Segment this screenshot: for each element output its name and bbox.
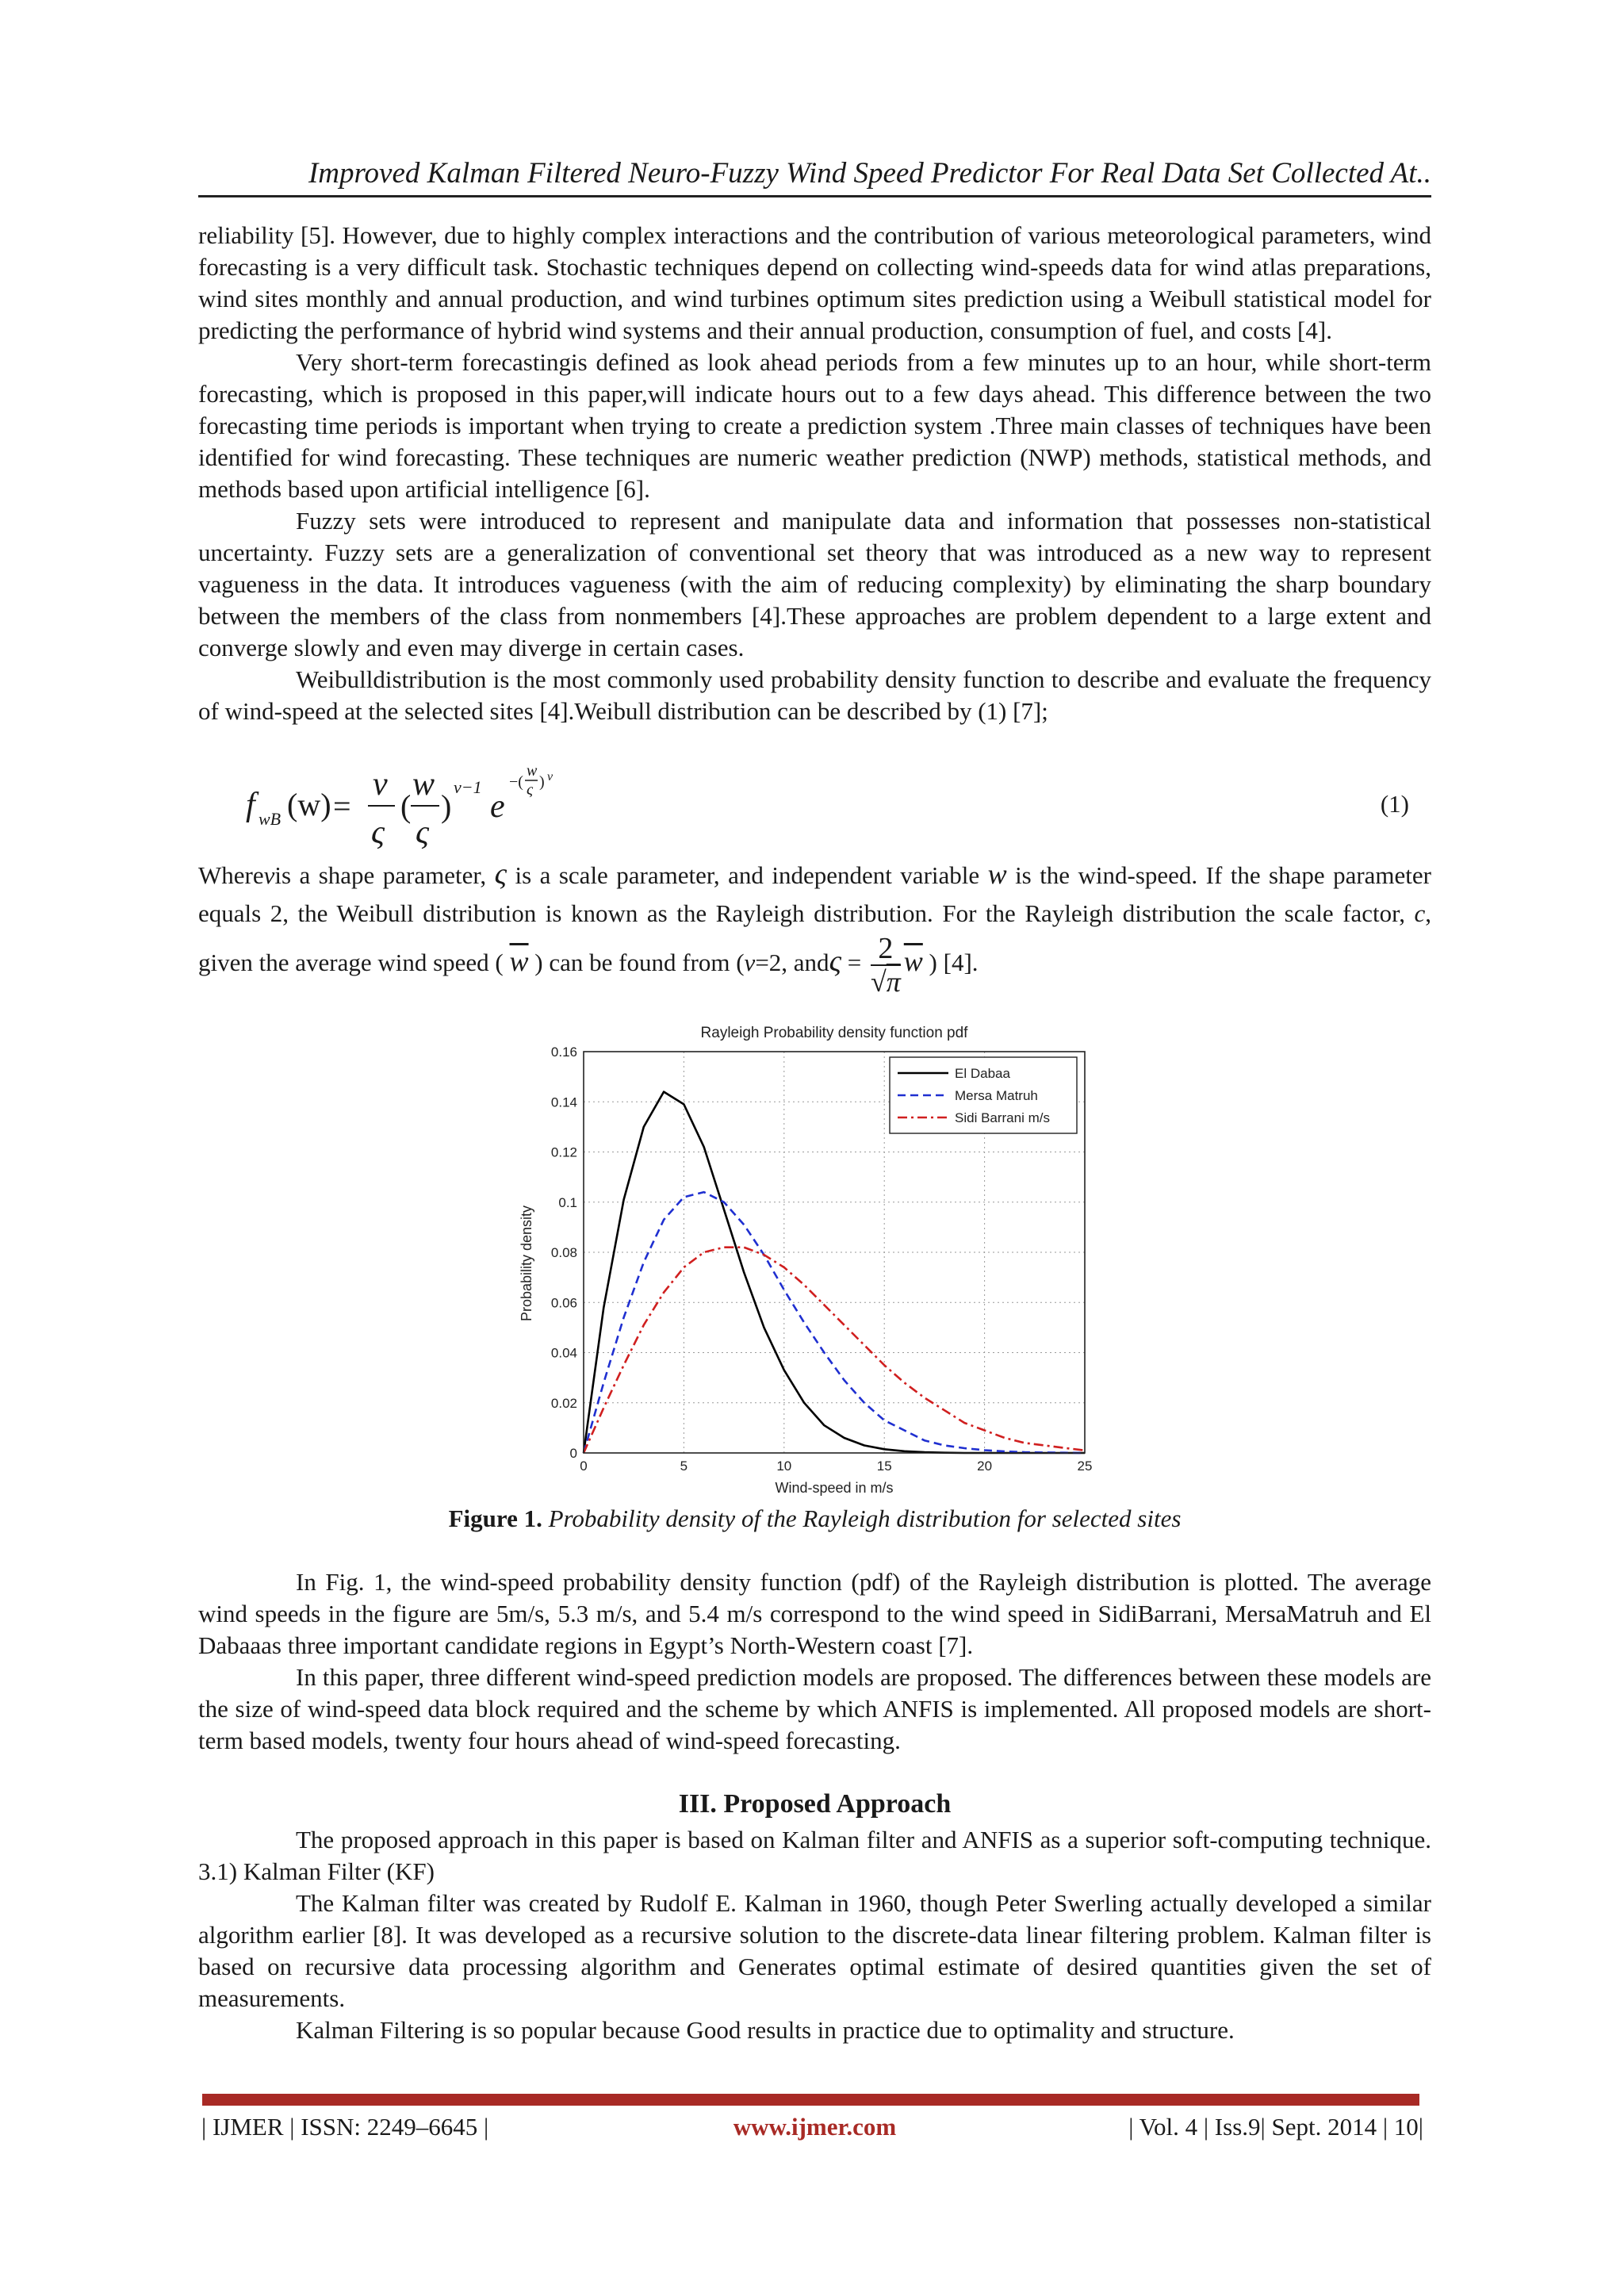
intro-body — [198, 220, 1431, 727]
y-tick-label: 0.06 — [550, 1295, 577, 1311]
eq-w-numer: w — [412, 766, 435, 803]
paragraph-reliability: reliability [5]. However, due to highly complex interactions and the contribution of various meteorological parameters, wind forecasting is a very difficult task. Stochastic techniques depend on collecting wind-speeds data for wind atlas preparations, wind sites monthly and annual production, and wind turbines optimum sites prediction using a Weibull statistical model for predicting the performance of hybrid wind systems and their annual production, consumption of fuel, and costs [4]. — [198, 221, 1431, 344]
p5-c: c — [1414, 899, 1426, 927]
x-tick-label: 5 — [680, 1458, 688, 1474]
p5-text-1: Where — [198, 861, 264, 889]
p5-two: 2 — [871, 933, 901, 966]
rayleigh-chart — [508, 1019, 1110, 1499]
p5-text-3: is a scale parameter, and independent variable — [507, 861, 988, 889]
y-tick-label: 0.04 — [550, 1345, 577, 1361]
eq-exp-minus: −( — [509, 773, 523, 791]
caption-label: Figure 1. — [448, 1504, 542, 1532]
footer-link[interactable]: www.ijmer.com — [733, 2113, 897, 2141]
paragraph-weibull: Weibulldistribution is the most commonly used probability density function to describe and evaluate the frequency of wind-speed at the selected sites [4].Weibull distribution can be described by (1) [7]; — [198, 665, 1431, 725]
eq-f: f — [246, 787, 255, 823]
legend-label: Mersa Matruh — [955, 1088, 1038, 1103]
p5-zeta2: ς — [829, 945, 841, 979]
paragraph-fuzzy-sets: Fuzzy sets were introduced to represent and manipulate data and information that possesses non-statistical uncertainty. Fuzzy sets are a generalization of conventional set theory that was introduced as a new way to represent vagueness in the data. It introduces vagueness (with the aim of reducing complexity) by eliminating the sharp boundary between the members of the class from nonmembers [4].These approaches are problem dependent to a large extent and converge slowly and even may diverge in certain cases. — [198, 507, 1431, 661]
p5-pi: π — [886, 966, 901, 998]
footer-bar — [202, 2094, 1419, 2106]
series-line-el-dabaa — [584, 1092, 1085, 1453]
x-axis-label: Wind-speed in m/s — [775, 1480, 894, 1496]
x-tick-label: 10 — [776, 1458, 792, 1474]
p5-v2: v — [744, 949, 756, 977]
footer-volume: | Vol. 4 | Iss.9| Sept. 2014 | 10| — [1128, 2113, 1423, 2141]
eq-e: e — [490, 788, 505, 825]
paragraph-short-term: Very short-term forecastingis defined as look ahead periods from a few minutes up to an hour, while short-term forecasting, which is proposed in this paper,will indicate hours out to a few days ahead. This difference between the two forecasting time periods is important when trying to create a prediction system .Three main classes of techniques have been identified for wind forecasting. These techniques are numeric weather prediction (NWP) methods, statistical methods, and methods based upon artificial intelligence [6]. — [198, 348, 1431, 503]
eq-exp-zeta: ς — [527, 781, 534, 799]
p5-w: w — [987, 858, 1007, 890]
eq-exp-v: v — [547, 770, 553, 784]
eq-exp-rparen: ) — [539, 773, 545, 791]
section-heading: III. Proposed Approach — [678, 1789, 952, 1819]
y-tick-label: 0.08 — [550, 1245, 577, 1260]
eq-arg: (w) — [287, 787, 331, 822]
x-tick-label: 25 — [1077, 1458, 1093, 1474]
eq-equals: = — [333, 788, 351, 824]
x-tick-label: 20 — [977, 1458, 993, 1474]
p5-text-2: is a shape parameter, — [274, 861, 495, 889]
p5-wbar2: $\overline{w}$ — [903, 945, 923, 978]
equation-graphic — [198, 752, 801, 855]
footer-journal: | IJMER | ISSN: 2249–6645 | — [201, 2113, 489, 2141]
p5-v: v — [263, 861, 275, 889]
eq-v-numer: v — [373, 766, 388, 803]
chart-legend — [890, 1057, 1077, 1133]
p5-zeta: ς — [494, 857, 508, 891]
approach-body — [198, 1824, 1431, 2046]
p5-text-7: =2, and — [755, 949, 829, 977]
results-body — [198, 1566, 1431, 1757]
chart-series — [584, 1092, 1085, 1453]
eq-zeta-denom-2: ς — [416, 815, 430, 851]
eq-exp-w: w — [527, 762, 538, 780]
running-title: Improved Kalman Filtered Neuro-Fuzzy Wind Speed Predictor For Real Data Set Collected At.. — [308, 157, 1431, 190]
paragraph-kalman-history: The Kalman filter was created by Rudolf E. Kalman in 1960, though Peter Swerling actually developed a similar algorithm earlier [8]. It was developed as a recursive solution to the discrete-data linear filtering problem. Kalman filter is based on recursive data processing algorithm and Generates optimal estimate of desired quantities given the set of measurements. — [198, 1889, 1431, 2012]
header-rule — [198, 195, 1431, 197]
paragraph-approach: The proposed approach in this paper is based on Kalman filter and ANFIS as a superior soft-computing technique. 3.1) Kalman Filter (KF) — [198, 1826, 1431, 1885]
paragraph-kalman-popular: Kalman Filtering is so popular because Good results in practice due to optimality and structure. — [296, 2016, 1235, 2044]
equation-weibull — [198, 752, 1431, 855]
p5-text-6: ) can be found from ( — [528, 949, 745, 977]
eq-zeta-denom-1: ς — [371, 815, 385, 851]
footer — [198, 2110, 1431, 2145]
paragraph-parameters — [198, 855, 1431, 998]
eq-rparen: ) — [441, 788, 452, 824]
y-tick-label: 0.14 — [550, 1094, 577, 1110]
p5-equals: = — [841, 949, 868, 977]
x-tick-label: 15 — [876, 1458, 892, 1474]
x-tick-label: 0 — [580, 1458, 588, 1474]
paragraph-models: In this paper, three different wind-speed prediction models are proposed. The differences between these models are the size of wind-speed data block required and the scheme by which ANFIS is implemented. All proposed models are short-term based models, twenty four hours ahead of wind-speed forecasting. — [198, 1663, 1431, 1754]
p5-sqrt: √π — [870, 966, 901, 998]
p5-fraction — [871, 933, 901, 998]
y-tick-label: 0.16 — [550, 1045, 577, 1060]
eq-subscript: wB — [259, 809, 282, 829]
p5-text-4: is the wind-speed. If the shape parameter equals 2, the Weibull distribution is known as the Rayleigh distribution. For the Rayleigh distribution the scale factor, — [198, 861, 1432, 927]
series-line-sidi-barrani-m-s — [584, 1248, 1085, 1453]
figure-caption — [198, 1503, 1431, 1535]
y-axis-label: Probability density — [519, 1205, 534, 1322]
paragraph-fig1: In Fig. 1, the wind-speed probability density function (pdf) of the Rayleigh distribution is plotted. The average wind speeds in the figure are 5m/s, 5.3 m/s, and 5.4 m/s correspond to the wind speed in SidiBarrani, MersaMatruh and El Dabaaas three important candidate regions in Egypt’s North-Western coast [7]. — [198, 1568, 1431, 1659]
p5-text-8: ) [4]. — [922, 949, 979, 977]
p5-wbar: $\overline{w}$ — [509, 945, 529, 978]
y-tick-label: 0.02 — [550, 1395, 577, 1411]
legend-label: El Dabaa — [955, 1066, 1010, 1081]
p5-text-5: , given the average wind speed ( — [198, 899, 1431, 977]
y-tick-label: 0.12 — [550, 1144, 577, 1160]
caption-text: Probability density of the Rayleigh distribution for selected sites — [548, 1504, 1182, 1532]
y-tick-label: 0 — [569, 1446, 577, 1461]
equation-number: (1) — [1380, 790, 1409, 818]
chart-title: Rayleigh Probability density function pdf — [700, 1025, 968, 1041]
series-line-mersa-matruh — [584, 1192, 1085, 1453]
y-tick-label: 0.1 — [558, 1194, 577, 1210]
eq-lparen: ( — [400, 788, 412, 824]
eq-exponent: v−1 — [454, 777, 482, 797]
legend-label: Sidi Barrani m/s — [955, 1110, 1050, 1125]
